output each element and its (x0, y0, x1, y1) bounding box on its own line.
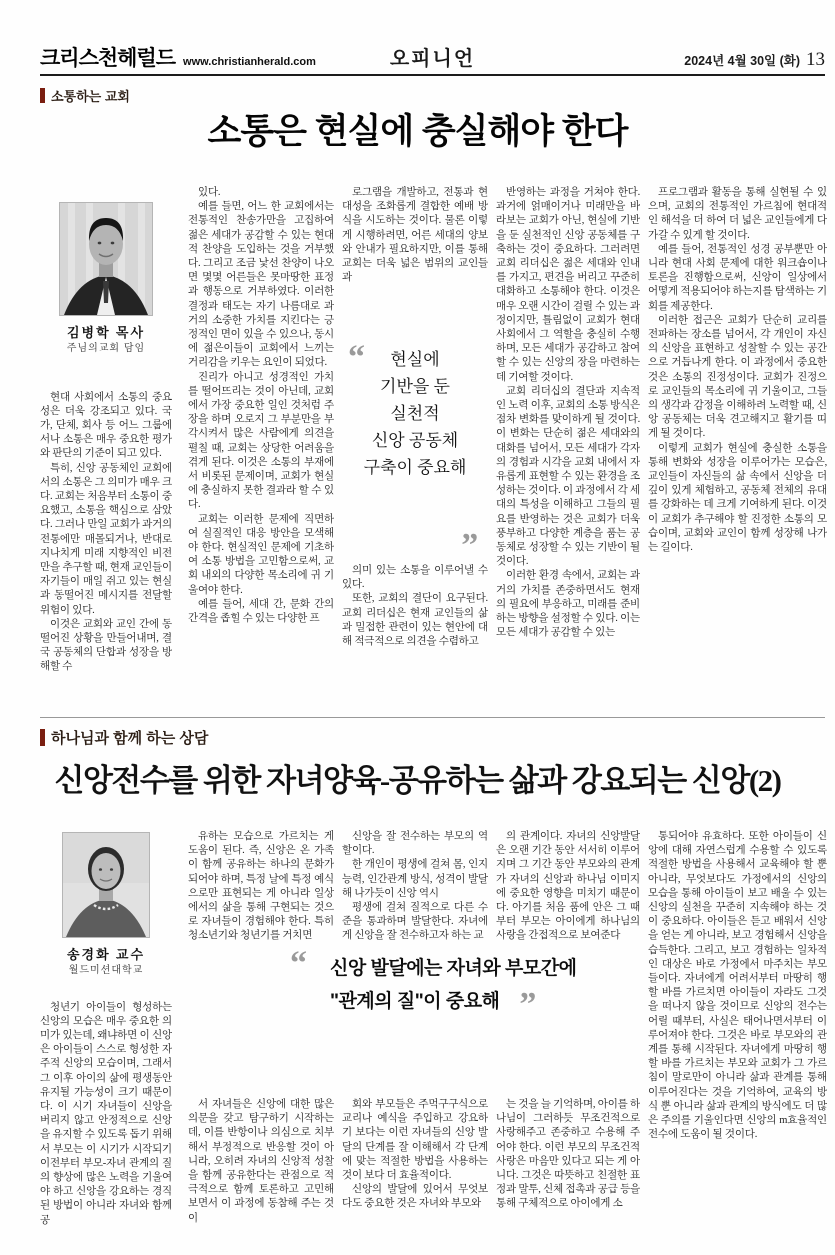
paragraph: 이렇게 교회가 현실에 충실한 소통을 통해 변화와 성장을 이루어가는 모습은, 교인들이 자신들의 삶 속에서 신앙을 더 깊이 있게 체험하고, 공동체 전체의 유대를 강화하는 데 크게 기여하게 된다. 이것이 교회가 추구해야 할 진정한 소통의 모습이며, 교회와 교인이 함께 성장해 나가는 길이다. (648, 442, 827, 554)
article1-column-2 (188, 186, 334, 713)
paragraph: 예를 들면, 어느 한 교회에서는 전통적인 찬송가만을 고집하여 젊은 세대가 공감할 수 있는 현대적 찬양을 도입하는 것을 거부했다. 그리고 조금 낯선 찬양이 나오면 몇몇 어른들은 못마땅한 표정과 행동으로 거부하였다. 이러한 결정과 태도는 자기 나름대로 과거의 소중한 가치를 지킨다는 긍정적인 면이 있을 수 있으나, 동시에 젊은이들이 교회에서 느끼는 거리감을 키우는 요인이 되었다. (188, 201, 334, 369)
paragraph: 또한, 교회의 결단이 요구된다. 교회 리더십은 현재 교인들의 삶과 밀접한 관련이 있는 현안에 대해 적극적으로 의견을 수렴하고 (342, 593, 488, 648)
article2-col2-bottom (188, 1098, 334, 1226)
paragraph: 회와 부모들은 주먹구구식으로 교리나 예식을 주입하고 강요하기 보다는 이런 자녀들의 신앙 발달의 단계를 잘 이해해서 각 단계에 맞는 적절한 방법을 사용하는 것이 보다 더 효율적이다. (342, 1099, 488, 1182)
paragraph: 특히, 신앙 공동체인 교회에서의 소통은 그 의미가 매우 크다. 교회는 처음부터 소통이 중요했고, 소통을 핵심으로 삼았다. 그러나 만일 교회가 과거의 전통에만 매몰되거나, 반대로 지나치게 미래 지향적인 비전만을 추구할 때, 현재 교인들이 자기들이 매일 쥐고 있는 현실과 동떨어진 메시지를 전달할 위험이 있다. (40, 462, 172, 616)
article2-column-3 (342, 830, 488, 1254)
issue-date: 2024년 4월 30일 (화) (684, 54, 800, 68)
paragraph: 신앙의 발달에 있어서 무엇보다도 중요한 것은 자녀와 부모와 (342, 1184, 488, 1210)
pull-quote-line-2 (330, 985, 630, 1023)
article1-pull-quote (342, 338, 488, 564)
article1-kicker-label: 소통하는 교회 (51, 89, 130, 104)
paragraph: 청년기 아이들이 형성하는 신앙의 모습은 매우 중요한 의미가 있는데, 왜냐하면 이 신앙은 아이들이 스스로 형성한 자주적 신앙의 모습이며, 그래서 그 이후 아이의 삶에 평생동안 유지될 가능성이 크기 때문이다. 이 시기 자녀들이 신앙을 버리지 않고 안정적으로 신앙을 유지할 수 있도록 돕기 위해서 부모는 이 시기가 시작되기 이전부터 부모-자녀 관계의 질의 향상에 많은 노력을 기울여야 하고 신앙을 강요하는 경직된 방법이 아니라 자녀와 함께 공 (40, 1001, 172, 1226)
article2-col4-bottom (496, 1098, 640, 1212)
close-quote-icon: ” (519, 986, 536, 1023)
article2-pull-quote (290, 945, 630, 1023)
paragraph: 서 자녀들은 신앙에 대한 많은 의문을 갖고 탐구하기 시작하는데, 이를 반항이나 의심으로 치부해서 부정적으로 반응할 것이 아니라, 오히려 자녀의 신앙적 성찰을 함께 공유한다는 관점으로 적극적으로 함께 토론하고 고민해 보면서 이 과정에 동참해 주는 것이 (188, 1099, 334, 1224)
author2-name: 송경화 교수 (66, 947, 146, 963)
article2-kicker (40, 727, 208, 748)
author1-photo (59, 202, 153, 316)
section-title: 오피니언 (389, 48, 476, 70)
article1-column-3 (342, 186, 488, 713)
pull-quote-line: 기반을 둔 (380, 377, 450, 396)
website-url: www.christianherald.com (183, 56, 316, 68)
newspaper-logo: 크리스천헤럴드 (40, 47, 176, 70)
paragraph: 는 것을 늘 기억하며, 아이를 하나님이 그러하듯 무조건적으로 사랑해주고 존중하고 수용해 주어야 한다. 이런 부모의 무조건적 사랑은 마음만 있다고 되는 게 아니다. 그것은 따뜻하고 친절한 표정과 말투, 신체 접촉과 공급 등을 통해 구체적으로 아이에게 소 (496, 1099, 640, 1210)
article2-col3-top (342, 830, 488, 956)
article1-col1-text (40, 391, 172, 675)
paragraph: 이것은 교회와 교인 간에 동떨어진 상황을 만들어내며, 결국 공동체의 단합과 성장을 방해할 수 (40, 618, 172, 673)
article2-column-2 (188, 830, 334, 1254)
paragraph: 반영하는 과정을 거쳐야 한다. 과거에 얽매이거나 미래만을 바라보는 교회가 아닌, 현실에 기반을 둔 실천적인 신앙 공동체를 구축하는 것이 중요하다. 그러려면 교회 리더십은 젊은 세대와 인내를 가지고, 편견을 버리고 꾸준히 대화하고 소통해야 한다. 이것은 매우 오랜 시간이 걸릴 수 있는 과정이지만, 틀림없이 교회가 현대 사회에서 그 역할을 충실히 수행하며, 모든 세대가 공감하고 참여할 수 있는 신앙의 장을 마련하는 데 기여할 것이다. (496, 187, 640, 383)
paragraph: 신앙을 잘 전수하는 부모의 역할이다. (342, 831, 488, 857)
article2-col2-top (188, 830, 334, 956)
paragraph: 교회는 이러한 문제에 직면하여 실질적인 대응 방안을 모색해야 한다. 현실적인 문제에 기초하여 소통 방법을 고민함으로써, 교회 내외의 다양한 목소리에 귀 기울여야 한다. (188, 513, 334, 596)
paragraph: 의미 있는 소통을 이루어낼 수 있다. (342, 565, 488, 591)
pull-quote-line: 현실에 (390, 350, 440, 369)
kicker-bar-icon (40, 729, 45, 746)
article1-col3-bottom (342, 564, 488, 649)
author2-affiliation: 월드미션대학교 (68, 965, 144, 977)
article1-column-1 (40, 186, 172, 713)
article2-headline: 신앙전수를 위한 자녀양육-공유하는 삶과 강요되는 신앙(2) (54, 763, 781, 798)
paragraph: 통되어야 유효하다. 또한 아이들이 신앙에 대해 자연스럽게 수용할 수 있도록 적절한 방법을 사용해서 교육해야 할 뿐 아니라, 무엇보다도 가정에서의 신앙의 모습을 통해 아이들이 보고 배울 수 있는 신앙의 실천을 꾸준히 지속해야 하는 것이 중요하다. 아이들은 듣고 배워서 신앙을 얻는 게 아니라, 보고 경험해서 신앙을 습득한다. 그리고, 보고 경험하는 일차적인 대상은 바로 가정에서 마주치는 부모들이다. 자녀에게 어려서부터 마땅히 행할 바를 가르치면 아이들이 자라도 그것을 떠나지 않을 것이므로 신앙의 전수는 어릴 때부터, 사실은 태어나면서부터 이루어져야 한다. 그것은 바로 부모와의 관계를 통해 시작된다. 자녀에게 마땅히 행할 바를 가르치는 부모와 교회가 그 가르침이 말로만이 아니라 삶과 관계를 통해 이루어진다는 것을 기억하여, 교육의 방식 뿐 아니라 삶과 관계의 방식에도 더 많은 주의를 기울인다면 신앙의 m효율적인 전수에 도움이 될 것이다. (648, 831, 827, 1141)
article1-column-4 (496, 186, 640, 713)
paragraph: 예를 들어, 전통적인 성경 공부뿐만 아니라 현대 사회 문제에 대한 워크숍이나 토론을 진행함으로써, 신앙이 일상에서 어떻게 적용되어야 하는지를 탐색하는 기회를 제공한다. (648, 243, 827, 312)
open-quote-icon: “ (348, 339, 365, 376)
paragraph: 현대 사회에서 소통의 중요성은 더욱 강조되고 있다. 국가, 단체, 회사 등 어느 그룹에서나 소통은 매우 중요한 평가와 판단의 기준이 되고 있다. (40, 391, 172, 460)
article-divider (40, 717, 825, 718)
paragraph: 의 관계이다. 자녀의 신앙발달은 오랜 기간 동안 서서히 이루어지며 그 기간 동안 부모와의 관계가 자녀의 신앙과 하나님 이미지에 중요한 영향을 미치기 때문이다. 아기를 처음 품에 안은 그 때부터 부모는 아이에게 하나님의 사랑을 간접적으로 보여준다 (496, 831, 640, 942)
article1-column-5 (648, 186, 827, 713)
pull-quote-line: 신앙 발달에는 자녀와 부모간에 (330, 958, 577, 979)
article1-headline: 소통은 현실에 충실해야 한다 (207, 112, 628, 151)
article2-author-block (40, 830, 172, 979)
paragraph: 있다. (198, 187, 221, 198)
article2-column-1 (40, 830, 172, 1254)
paragraph: 프로그램과 활동을 통해 실현될 수 있으며, 교회의 전통적인 가르침에 현대적인 해석을 더 하여 더 넓은 교인들에게 다가갈 수 있게 할 것이다. (648, 187, 827, 241)
paragraph: 이러한 환경 속에서, 교회는 과거의 가치를 존중하면서도 현재의 필요에 부응하고, 미래를 준비하는 방향을 설정할 수 있다. 이는 모든 세대가 공감할 수 있는 (496, 570, 640, 639)
pull-quote-line: 실천적 (390, 404, 440, 423)
paragraph: 로그램을 개발하고, 전통과 현대성을 조화롭게 결합한 예배 방식을 시도하는 것이다. 물론 이렇게 시행하려면, 어른 세대의 양보와 안내가 필요하지만, 이를 통해 교회는 더욱 넓은 범위의 교인들과 (342, 187, 488, 284)
article2-body (40, 830, 827, 1254)
kicker-bar-icon (40, 88, 45, 103)
open-quote-icon: “ (290, 945, 307, 982)
paragraph: 평생에 걸쳐 질적으로 다른 수준을 통과하며 발달한다. 자녀에게 신앙을 잘 전수하고자 하는 교 (342, 902, 488, 942)
article2-column-4 (496, 830, 640, 1254)
article2-col4-top (496, 830, 640, 956)
paragraph: 이러한 접근은 교회가 단순히 교리를 전파하는 장소를 넘어서, 각 개인이 자신의 신앙을 표현하고 성찰할 수 있는 공간으로 거듭나게 한다. 이 과정에서 중요한 것은 소통의 진정성이다. 교회가 진정으로 교인들의 목소리에 귀 기울이고, 그들의 생각과 감정을 이해하려 노력할 때, 신앙 공동체는 더욱 견고해지고 활기를 띠게 될 것이다. (648, 314, 827, 440)
article2-kicker-label: 하나님과 함께 하는 상담 (51, 730, 209, 747)
article2-col1-text (40, 1001, 172, 1228)
author1-affiliation: 주님의교회 담임 (66, 343, 146, 355)
page-number: 13 (806, 49, 825, 70)
paragraph: 한 개인이 평생에 걸쳐 몸, 인지능력, 인간관계 방식, 성격이 발달해 나가듯이 신앙 역시 (342, 859, 488, 899)
article1-author-block (40, 186, 172, 357)
article1-col3-top (342, 186, 488, 336)
article1-kicker (40, 86, 130, 105)
author2-photo (62, 832, 150, 938)
pull-quote-text: "관계의 질"이 중요해 (330, 991, 500, 1012)
close-quote-icon: ” (461, 527, 478, 564)
pull-quote-line: 구축이 중요해 (363, 458, 467, 477)
pull-quote-line: 신앙 공동체 (371, 431, 459, 450)
article1-body (40, 186, 827, 713)
paragraph: 유하는 모습으로 가르치는 게 도움이 된다. 즉, 신앙은 온 가족이 함께 공유하는 하나의 문화가 되어야 하며, 특정 날에 특정 예식으로만 표현되는 게 아니라 일상에서의 삶을 통해 구현되는 것으로 자녀들이 경험해야 한다. 특히 청소년기와 청년기를 거치면 (188, 831, 334, 942)
paragraph: 진리가 아니고 성경적인 가치를 떨어뜨리는 것이 아닌데, 교회에서 가장 중요한 일인 것처럼 주장을 하며 오로지 그 부분만을 부각시켜서 많은 사람에게 의견을 펼칠 때, 교회는 상당한 어려움을 겪게 된다. 이것은 소통의 부재에서 비롯된 문제이며, 교회가 현실에 충실하지 못한 결과라 할 수 있다. (188, 371, 334, 511)
paragraph: 예를 들어, 세대 간, 문화 간의 간격을 좁힐 수 있는 다양한 프 (188, 598, 334, 625)
author1-name: 김병학 목사 (66, 325, 146, 341)
article2-column-5 (648, 830, 827, 1254)
masthead (40, 42, 825, 76)
paragraph: 교회 리더십의 결단과 지속적인 노력 이후, 교회의 소통 방식은 점차 변화를 맞이하게 될 것이다. 이 변화는 단순히 젊은 세대와의 대화를 넘어서, 모든 세대가 각자의 경험과 시각을 교회 내에서 자유롭게 표현할 수 있는 환경을 조성하는 것이다. 이 과정에서 각 세대의 특성을 이해하고 그들의 필요를 반영하는 것은 교회가 더욱 풍부하고 다양한 계층을 품는 공동체로 성장할 수 있는 기반이 될 것이다. (496, 385, 640, 568)
article2-col3-bottom (342, 1098, 488, 1212)
